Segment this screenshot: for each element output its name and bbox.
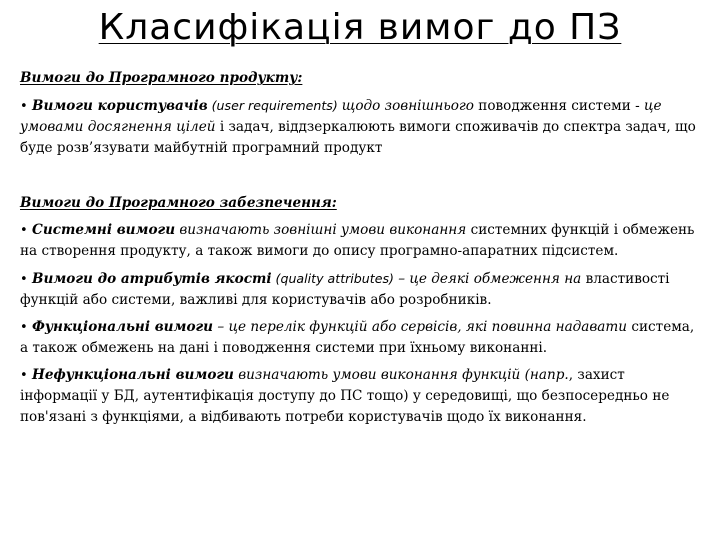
item-text: поводження системи - — [473, 98, 645, 114]
term: Функціональні вимоги — [32, 319, 214, 335]
italic-lead: щодо зовнішнього — [341, 98, 474, 114]
list-item-nonfunctional-requirements — [20, 365, 702, 428]
bullet-icon: • — [20, 99, 28, 114]
term: Вимоги до атрибутів якості — [32, 271, 272, 287]
term-note: (user requirements) — [207, 98, 342, 113]
bullet-icon: • — [20, 272, 28, 287]
bullet-icon: • — [20, 320, 28, 335]
list-item-user-requirements — [20, 95, 702, 159]
slide-title — [0, 6, 720, 50]
item-text: системних функцій і обмежень на створення продукту, а також вимоги до опису програмно-апаратних підсистем. — [20, 222, 695, 259]
italic-text: – це перелік функцій або сервісів, які повинна надавати — [213, 319, 628, 335]
term-note: (quality attributes) — [271, 271, 394, 286]
item-text: властивості функцій або системи, важливі для користувачів або розробників. — [20, 271, 670, 308]
italic-tail: це умовами досягнення цілей — [20, 98, 662, 135]
bullet-icon: • — [20, 368, 28, 383]
term: Системні вимоги — [32, 222, 176, 238]
slide-title-text: Класифікація вимог до ПЗ — [98, 7, 622, 48]
italic-text: – це деякі обмеження на — [393, 271, 582, 287]
italic-text: визначають зовнішні умови виконання — [175, 222, 467, 238]
list-item-functional-requirements — [20, 317, 702, 359]
slide-content — [20, 68, 702, 434]
italic-text: визначають умови виконання функцій (напр. — [233, 367, 569, 383]
list-item-system-requirements — [20, 220, 702, 262]
term: Нефункціональні вимоги — [32, 367, 234, 383]
item-text-2: і задач, віддзеркалюють вимоги споживачів до спектра задач, що буде розв’язувати майбутній програмний продукт — [20, 119, 696, 156]
item-text: , захист інформації у БД, аутентифікація доступу до ПС тощо) у середовищі, що безпосередньо не пов'язані з функціями, а відбивають потреби користувачів щодо їх виконання. — [20, 367, 670, 425]
section-heading-software: Вимоги до Програмного забезпечення: — [20, 195, 337, 211]
term: Вимоги користувачів — [32, 98, 208, 114]
item-text: система, а також обмежень на дані і поводження системи при їхньому виконанні. — [20, 319, 695, 356]
list-item-quality-attributes — [20, 268, 702, 311]
bullet-icon: • — [20, 223, 28, 238]
section-heading-product: Вимоги до Програмного продукту: — [20, 70, 303, 86]
